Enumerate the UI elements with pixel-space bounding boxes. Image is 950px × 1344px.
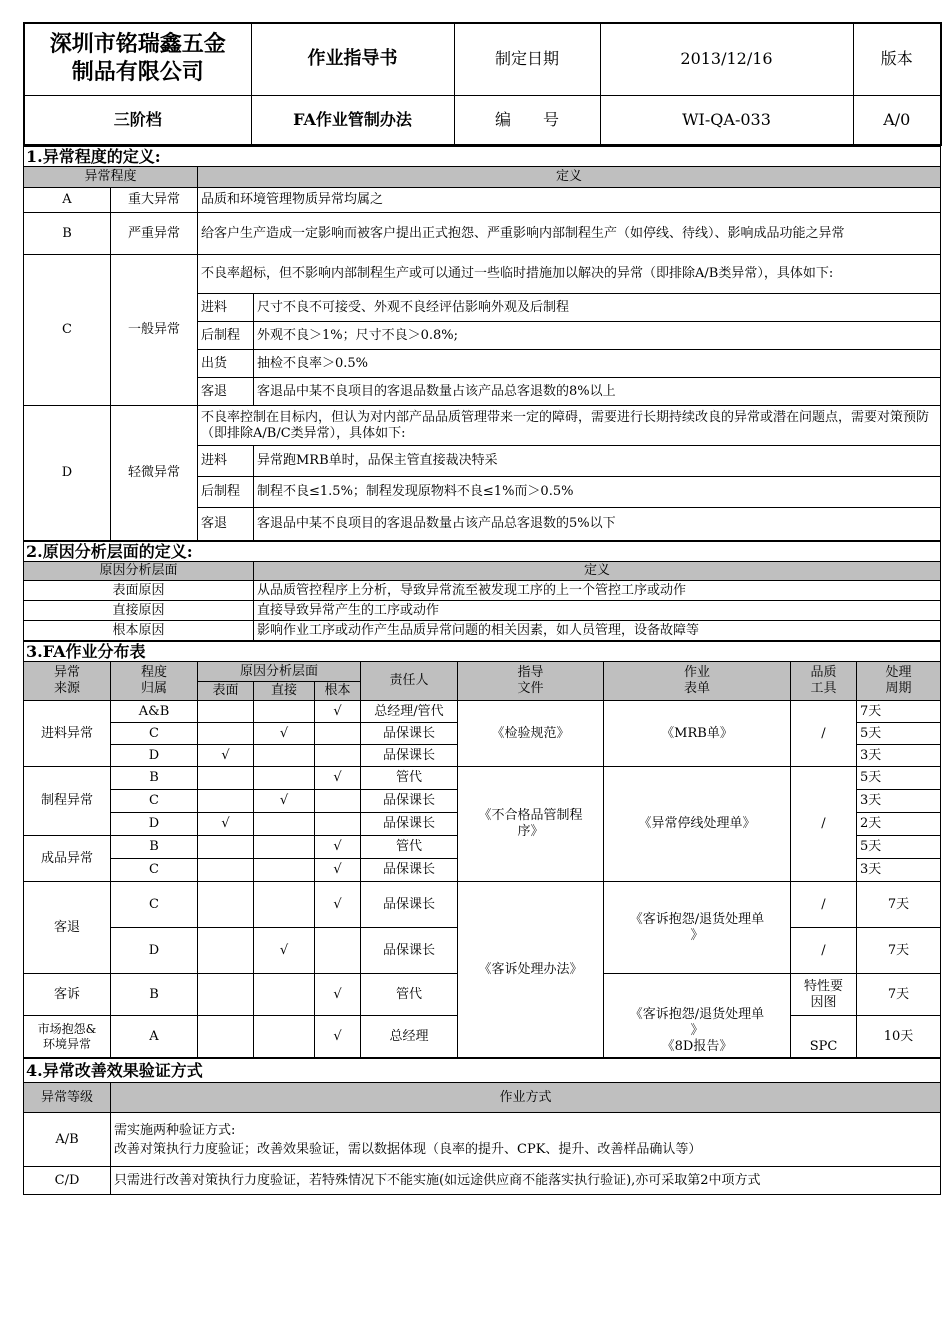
owner: 管代	[361, 836, 458, 859]
sub-label: 客退	[198, 378, 254, 406]
s2-col-level: 原因分析层面	[24, 562, 254, 581]
sub-label: 进料	[198, 294, 254, 322]
section3-table	[23, 641, 941, 1058]
document-sheet	[23, 22, 940, 1195]
check-mark: √	[315, 836, 361, 859]
s4-col-level: 异常等级	[24, 1083, 111, 1113]
level-definition: 不良率控制在目标内，但认为对内部产品品质管理带来一定的障碍，需要进行长期持续改良的异常或潜在问题点，需要对策预防（即排除A/B/C类异常），具体如下:	[198, 406, 941, 446]
owner: 管代	[361, 974, 458, 1016]
guide-process: 《不合格品管制程 序》	[458, 767, 604, 882]
source-complaint: 客诉	[24, 974, 111, 1016]
check-mark: √	[198, 813, 254, 836]
table-row	[24, 213, 941, 255]
number-value: WI-QA-033	[600, 95, 853, 145]
period: 3天	[857, 790, 941, 813]
s1-col-def: 定义	[198, 167, 941, 188]
owner: 品保课长	[361, 813, 458, 836]
section1-title: 1.异常程度的定义:	[24, 147, 941, 167]
number-label: 编 号	[454, 95, 600, 145]
h-guide: 指导 文件	[458, 662, 604, 701]
h-owner: 责任人	[361, 662, 458, 701]
check-mark: √	[254, 723, 315, 745]
tool-spc: SPC	[791, 1016, 857, 1058]
section4-table	[23, 1058, 941, 1195]
table-row	[24, 188, 941, 213]
period: 7天	[857, 882, 941, 928]
s2-col-def: 定义	[254, 562, 941, 581]
degree: D	[111, 745, 198, 767]
sub-label: 客退	[198, 508, 254, 541]
period: 7天	[857, 974, 941, 1016]
owner: 管代	[361, 767, 458, 790]
period: 7天	[857, 928, 941, 974]
h-period: 处理 周期	[857, 662, 941, 701]
sub-label: 进料	[198, 446, 254, 477]
date-label: 制定日期	[454, 23, 600, 95]
degree: D	[111, 928, 198, 974]
source-process: 制程异常	[24, 767, 111, 836]
sub-label: 后制程	[198, 477, 254, 508]
owner: 品保课长	[361, 790, 458, 813]
section2-table	[23, 541, 941, 641]
verify-method: 只需进行改善对策执行力度验证，若特殊情况下不能实施(如远途供应商不能落实执行验证),亦可采取第2中项方式	[111, 1167, 941, 1195]
company-name: 深圳市铭瑞鑫五金制品有限公司	[24, 23, 251, 95]
cause-name: 表面原因	[24, 581, 254, 601]
h-direct: 直接	[254, 682, 315, 701]
h-form: 作业 表单	[604, 662, 791, 701]
sub-text: 外观不良＞1%；尺寸不良＞0.8%;	[254, 322, 941, 350]
check-mark: √	[198, 745, 254, 767]
cause-def: 直接导致异常产生的工序或动作	[254, 601, 941, 621]
source-incoming: 进料异常	[24, 701, 111, 767]
owner: 品保课长	[361, 928, 458, 974]
degree: B	[111, 767, 198, 790]
cause-def: 从品质管控程序上分析，导致异常流至被发现工序的上一个管控工序或动作	[254, 581, 941, 601]
h-root: 根本	[315, 682, 361, 701]
sub-label: 出货	[198, 350, 254, 378]
degree: C	[111, 790, 198, 813]
section1-table	[23, 146, 941, 541]
degree: C	[111, 859, 198, 882]
cause-name: 直接原因	[24, 601, 254, 621]
section2-title: 2.原因分析层面的定义:	[24, 542, 941, 562]
tool-slash: /	[791, 701, 857, 767]
period: 5天	[857, 836, 941, 859]
check-mark: √	[254, 928, 315, 974]
check-mark: √	[315, 767, 361, 790]
owner: 品保课长	[361, 723, 458, 745]
level-code: D	[24, 406, 111, 541]
doc-title: FA作业管制办法	[251, 95, 454, 145]
check-mark: √	[315, 701, 361, 723]
check-mark: √	[315, 974, 361, 1016]
s4-col-method: 作业方式	[111, 1083, 941, 1113]
degree: C	[111, 882, 198, 928]
level-name: 一般异常	[111, 255, 198, 406]
doc-level: 三阶档	[24, 95, 251, 145]
check-mark: √	[254, 790, 315, 813]
sub-text: 制程不良≤1.5%；制程发现原物料不良≤1%而＞0.5%	[254, 477, 941, 508]
source-return: 客退	[24, 882, 111, 974]
sub-text: 异常跑MRB单时，品保主管直接裁决特采	[254, 446, 941, 477]
owner: 品保课长	[361, 745, 458, 767]
section4-title: 4.异常改善效果验证方式	[24, 1059, 941, 1083]
period: 3天	[857, 745, 941, 767]
period: 2天	[857, 813, 941, 836]
degree: B	[111, 974, 198, 1016]
verify-method: 需实施两种验证方式: 改善对策执行力度验证；改善效果验证，需以数据体现（良率的提升、CPK、提升、改善样品确认等）	[111, 1113, 941, 1167]
level-definition: 给客户生产造成一定影响而被客户提出正式抱怨、严重影响内部制程生产（如停线、待线）、影响成品功能之异常	[198, 213, 941, 255]
form-incoming: 《MRB单》	[604, 701, 791, 767]
level-code: A	[24, 188, 111, 213]
period: 5天	[857, 723, 941, 745]
level-name: 轻微异常	[111, 406, 198, 541]
check-mark: √	[315, 859, 361, 882]
doc-type: 作业指导书	[251, 23, 454, 95]
period: 7天	[857, 701, 941, 723]
date-value: 2013/12/16	[600, 23, 853, 95]
h-degree: 程度 归属	[111, 662, 198, 701]
source-finished: 成品异常	[24, 836, 111, 882]
tool-slash: /	[791, 928, 857, 974]
level-definition: 不良率超标，但不影响内部制程生产或可以通过一些临时措施加以解决的异常（即排除A/B类异常），具体如下:	[198, 255, 941, 294]
owner: 品保课长	[361, 882, 458, 928]
sub-text: 尺寸不良不可接受、外观不良经评估影响外观及后制程	[254, 294, 941, 322]
tool-slash: /	[791, 767, 857, 882]
sub-text: 客退品中某不良项目的客退品数量占该产品总客退数的5%以下	[254, 508, 941, 541]
tool-feature: 特性要 因图	[791, 974, 857, 1016]
period: 10天	[857, 1016, 941, 1058]
level-name: 重大异常	[111, 188, 198, 213]
guide-incoming: 《检验规范》	[458, 701, 604, 767]
guide-complaint: 《客诉处理办法》	[458, 882, 604, 1058]
level-definition: 品质和环境管理物质异常均属之	[198, 188, 941, 213]
degree: A	[111, 1016, 198, 1058]
h-surface: 表面	[198, 682, 254, 701]
source-market: 市场抱怨& 环境异常	[24, 1016, 111, 1058]
h-source: 异常 来源	[24, 662, 111, 701]
sub-text: 客退品中某不良项目的客退品数量占该产品总客退数的8%以上	[254, 378, 941, 406]
level-code: C	[24, 255, 111, 406]
tool-slash: /	[791, 882, 857, 928]
form-return: 《客诉抱怨/退货处理单 》	[604, 882, 791, 974]
h-analysis: 原因分析层面	[198, 662, 361, 682]
degree: C	[111, 723, 198, 745]
verify-level: C/D	[24, 1167, 111, 1195]
verify-level: A/B	[24, 1113, 111, 1167]
owner: 总经理/管代	[361, 701, 458, 723]
section3-title: 3.FA作业分布表	[24, 642, 941, 662]
header-table	[23, 22, 942, 146]
h-tool: 品质 工具	[791, 662, 857, 701]
form-complaint: 《客诉抱怨/退货处理单 》 《8D报告》	[604, 974, 791, 1058]
form-process: 《异常停线处理单》	[604, 767, 791, 882]
period: 5天	[857, 767, 941, 790]
sub-label: 后制程	[198, 322, 254, 350]
sub-text: 抽检不良率＞0.5%	[254, 350, 941, 378]
version-label: 版本	[853, 23, 941, 95]
owner: 总经理	[361, 1016, 458, 1058]
s1-col-level: 异常程度	[24, 167, 198, 188]
check-mark: √	[315, 882, 361, 928]
check-mark: √	[315, 1016, 361, 1058]
degree: B	[111, 836, 198, 859]
cause-name: 根本原因	[24, 621, 254, 641]
owner: 品保课长	[361, 859, 458, 882]
degree: D	[111, 813, 198, 836]
period: 3天	[857, 859, 941, 882]
degree: A&B	[111, 701, 198, 723]
version-value: A/0	[853, 95, 941, 145]
level-name: 严重异常	[111, 213, 198, 255]
level-code: B	[24, 213, 111, 255]
cause-def: 影响作业工序或动作产生品质异常问题的相关因素，如人员管理，设备故障等	[254, 621, 941, 641]
